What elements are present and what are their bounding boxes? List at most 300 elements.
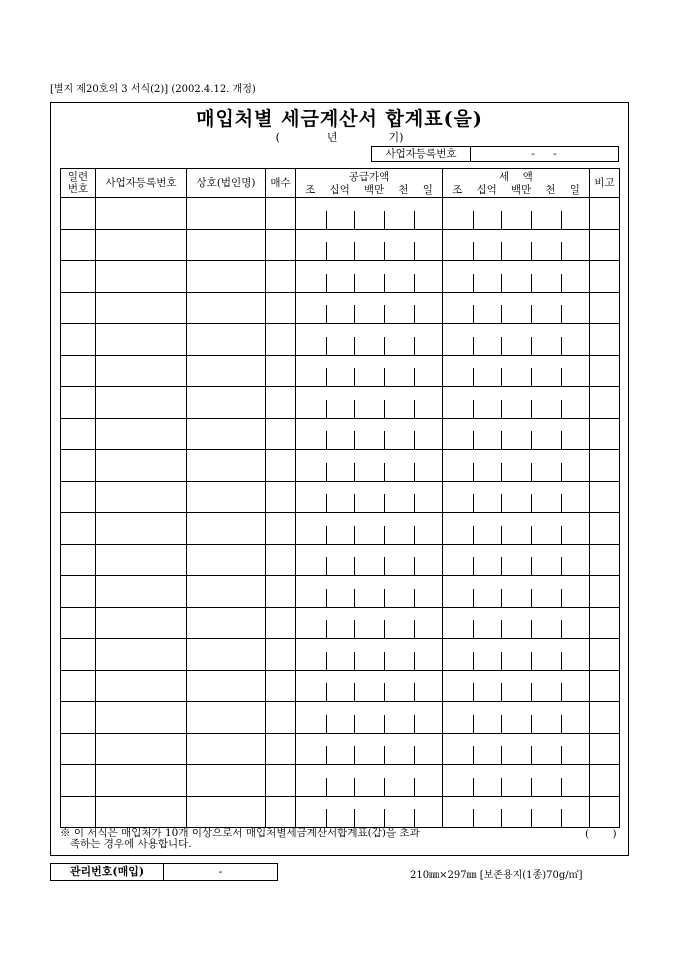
digit-separator-line [354, 400, 355, 418]
remarks-cell[interactable] [590, 261, 620, 293]
remarks-cell[interactable] [590, 418, 620, 450]
digit-separators [296, 211, 442, 229]
digit-separator-line [531, 274, 532, 292]
remarks-cell[interactable] [590, 450, 620, 482]
serial-cell[interactable] [61, 324, 96, 356]
form-number-note: [별지 제20호의 3 서식(2)] (2002.4.12. 개정) [50, 84, 256, 95]
supply-cell[interactable] [296, 418, 443, 450]
digit-separators [296, 400, 442, 418]
table-row [61, 292, 620, 324]
tax-cell[interactable] [443, 324, 590, 356]
table-row [61, 481, 620, 513]
count-cell[interactable] [266, 481, 296, 513]
count-cell[interactable] [266, 544, 296, 576]
digit-separator-line [354, 715, 355, 733]
digit-separator-line [354, 494, 355, 512]
digit-separator-line [384, 652, 385, 670]
digit-separator-line [473, 589, 474, 607]
supply-cell[interactable] [296, 544, 443, 576]
supply-cell[interactable] [296, 261, 443, 293]
supply-cell[interactable] [296, 355, 443, 387]
digit-separator-line [354, 305, 355, 323]
digit-separator-line [531, 242, 532, 260]
digit-separators [296, 242, 442, 260]
col-remarks-header: 비고 [590, 169, 620, 198]
digit-separator-line [501, 274, 502, 292]
digit-separator-line [531, 211, 532, 229]
digit-separator-line [414, 494, 415, 512]
digit-separators [443, 746, 589, 764]
management-number-box [50, 863, 278, 881]
remarks-cell[interactable] [590, 387, 620, 419]
tax-cell[interactable] [443, 198, 590, 230]
digit-separator-line [354, 683, 355, 701]
digit-separator-line [473, 305, 474, 323]
serial-cell[interactable] [61, 229, 96, 261]
tax-cell[interactable] [443, 387, 590, 419]
remarks-cell[interactable] [590, 513, 620, 545]
count-cell[interactable] [266, 733, 296, 765]
tax-cell[interactable] [443, 607, 590, 639]
digit-separators [443, 274, 589, 292]
remarks-cell[interactable] [590, 702, 620, 734]
tax-cell[interactable] [443, 796, 590, 828]
digit-separator-line [501, 337, 502, 355]
serial-cell[interactable] [61, 796, 96, 828]
supply-cell[interactable] [296, 796, 443, 828]
digit-separator-line [354, 463, 355, 481]
company-cell[interactable] [187, 198, 266, 230]
table-row [61, 544, 620, 576]
digit-separator-line [414, 589, 415, 607]
digit-separators [443, 463, 589, 481]
remarks-cell[interactable] [590, 733, 620, 765]
supply-cell[interactable] [296, 607, 443, 639]
tax-cell[interactable] [443, 229, 590, 261]
digit-separators [443, 526, 589, 544]
count-cell[interactable] [266, 229, 296, 261]
tax-cell[interactable] [443, 450, 590, 482]
digit-separator-line [354, 557, 355, 575]
digit-separator-line [473, 242, 474, 260]
bizno-cell[interactable] [96, 229, 187, 261]
company-cell[interactable] [187, 261, 266, 293]
table-row [61, 765, 620, 797]
digit-separator-line [326, 589, 327, 607]
table-row [61, 418, 620, 450]
digit-separator-line [354, 620, 355, 638]
bizno-cell[interactable] [96, 292, 187, 324]
digit-separator-line [354, 431, 355, 449]
supply-unit-label: 일 [422, 184, 433, 196]
digit-separator-line [354, 746, 355, 764]
digit-separator-line [414, 778, 415, 796]
digit-separator-line [561, 400, 562, 418]
tax-cell[interactable] [443, 481, 590, 513]
bizno-cell[interactable] [96, 765, 187, 797]
bizno-cell[interactable] [96, 607, 187, 639]
digit-separators [296, 620, 442, 638]
digit-separator-line [501, 683, 502, 701]
digit-separator-line [501, 242, 502, 260]
bizno-cell[interactable] [96, 796, 187, 828]
digit-separator-line [384, 211, 385, 229]
tax-cell[interactable] [443, 355, 590, 387]
count-cell[interactable] [266, 261, 296, 293]
supply-cell[interactable] [296, 324, 443, 356]
company-cell[interactable] [187, 796, 266, 828]
supply-cell[interactable] [296, 639, 443, 671]
digit-separator-line [531, 431, 532, 449]
supply-cell[interactable] [296, 576, 443, 608]
supply-unit-label: 십억 [329, 184, 350, 196]
digit-separator-line [354, 337, 355, 355]
col-supply-header [296, 169, 443, 198]
digit-separators [296, 526, 442, 544]
digit-separator-line [501, 620, 502, 638]
serial-cell[interactable] [61, 639, 96, 671]
digit-separator-line [384, 274, 385, 292]
digit-separators [443, 715, 589, 733]
digit-separators [296, 589, 442, 607]
purchase-summary-table [60, 168, 620, 828]
tax-unit-label: 일 [569, 184, 580, 196]
digit-separators [443, 242, 589, 260]
serial-cell[interactable] [61, 450, 96, 482]
digit-separators [443, 778, 589, 796]
digit-separator-line [326, 274, 327, 292]
remarks-cell[interactable] [590, 198, 620, 230]
table-row [61, 261, 620, 293]
paper-spec: 210㎜×297㎜ [보존용지(1종)70g/㎡] [410, 870, 583, 881]
tax-cell[interactable] [443, 765, 590, 797]
tax-cell[interactable] [443, 513, 590, 545]
digit-separators [443, 652, 589, 670]
bizno-cell[interactable] [96, 418, 187, 450]
serial-cell[interactable] [61, 702, 96, 734]
serial-cell[interactable] [61, 198, 96, 230]
col-count-header: 매수 [266, 169, 296, 198]
company-cell[interactable] [187, 481, 266, 513]
tax-cell[interactable] [443, 576, 590, 608]
company-cell[interactable] [187, 450, 266, 482]
col-company-header: 상호(법인명) [187, 169, 266, 198]
digit-separator-line [501, 557, 502, 575]
serial-cell[interactable] [61, 670, 96, 702]
digit-separators [443, 557, 589, 575]
digit-separator-line [326, 746, 327, 764]
bizno-cell[interactable] [96, 387, 187, 419]
company-cell[interactable] [187, 702, 266, 734]
digit-separator-line [501, 809, 502, 827]
company-cell[interactable] [187, 765, 266, 797]
bizno-cell[interactable] [96, 481, 187, 513]
tax-cell[interactable] [443, 639, 590, 671]
supply-cell[interactable] [296, 229, 443, 261]
digit-separator-line [473, 400, 474, 418]
digit-separator-line [354, 368, 355, 386]
digit-separator-line [326, 242, 327, 260]
supply-cell[interactable] [296, 387, 443, 419]
digit-separator-line [414, 400, 415, 418]
company-cell[interactable] [187, 387, 266, 419]
col-serial-header: 일련 번호 [61, 169, 96, 198]
remarks-cell[interactable] [590, 796, 620, 828]
digit-separator-line [473, 526, 474, 544]
digit-separator-line [561, 337, 562, 355]
bizno-cell[interactable] [96, 324, 187, 356]
digit-separator-line [531, 809, 532, 827]
digit-separator-line [561, 620, 562, 638]
digit-separator-line [384, 368, 385, 386]
digit-separator-line [384, 620, 385, 638]
supply-units [296, 184, 442, 196]
company-cell[interactable] [187, 513, 266, 545]
table-row [61, 324, 620, 356]
digit-separator-line [414, 683, 415, 701]
digit-separator-line [531, 494, 532, 512]
digit-separator-line [354, 778, 355, 796]
digit-separator-line [414, 274, 415, 292]
table-row [61, 513, 620, 545]
digit-separator-line [414, 242, 415, 260]
digit-separator-line [531, 683, 532, 701]
digit-separator-line [501, 589, 502, 607]
tax-cell[interactable] [443, 702, 590, 734]
digit-separator-line [384, 746, 385, 764]
supply-cell[interactable] [296, 702, 443, 734]
supply-cell[interactable] [296, 670, 443, 702]
company-cell[interactable] [187, 733, 266, 765]
digit-separator-line [384, 400, 385, 418]
company-cell[interactable] [187, 639, 266, 671]
management-number-field[interactable]: - [218, 865, 223, 878]
bizno-cell[interactable] [96, 733, 187, 765]
digit-separator-line [326, 337, 327, 355]
count-cell[interactable] [266, 450, 296, 482]
table-row [61, 639, 620, 671]
digit-separators [296, 274, 442, 292]
serial-cell[interactable] [61, 576, 96, 608]
supply-cell[interactable] [296, 513, 443, 545]
col-tax-header [443, 169, 590, 198]
digit-separator-line [384, 715, 385, 733]
serial-cell[interactable] [61, 733, 96, 765]
bizno-cell[interactable] [96, 198, 187, 230]
digit-separator-line [384, 589, 385, 607]
tax-unit-label: 천 [545, 184, 556, 196]
digit-separators [296, 652, 442, 670]
digit-separator-line [561, 368, 562, 386]
tax-unit-label: 십억 [476, 184, 497, 196]
supply-cell[interactable] [296, 198, 443, 230]
year-term-line [50, 129, 629, 145]
count-cell[interactable] [266, 670, 296, 702]
bizno-cell[interactable] [96, 639, 187, 671]
remarks-cell[interactable] [590, 355, 620, 387]
digit-separator-line [414, 368, 415, 386]
tax-cell[interactable] [443, 418, 590, 450]
digit-separator-line [501, 715, 502, 733]
digit-separators [443, 211, 589, 229]
tax-cell[interactable] [443, 544, 590, 576]
digit-separator-line [501, 746, 502, 764]
digit-separator-line [531, 337, 532, 355]
company-cell[interactable] [187, 229, 266, 261]
digit-separators [443, 400, 589, 418]
footnote-line-2: 족하는 경우에 사용합니다. [60, 838, 192, 850]
serial-cell[interactable] [61, 261, 96, 293]
digit-separator-line [531, 557, 532, 575]
serial-cell[interactable] [61, 765, 96, 797]
digit-separator-line [326, 368, 327, 386]
digit-separator-line [561, 211, 562, 229]
count-cell[interactable] [266, 796, 296, 828]
digit-separators [443, 337, 589, 355]
serial-cell[interactable] [61, 607, 96, 639]
digit-separator-line [354, 809, 355, 827]
supply-cell[interactable] [296, 481, 443, 513]
remarks-cell[interactable] [590, 576, 620, 608]
digit-separator-line [326, 494, 327, 512]
count-cell[interactable] [266, 198, 296, 230]
digit-separator-line [501, 400, 502, 418]
digit-separators [296, 683, 442, 701]
digit-separator-line [354, 211, 355, 229]
company-cell[interactable] [187, 418, 266, 450]
count-cell[interactable] [266, 513, 296, 545]
digit-separator-line [501, 368, 502, 386]
registration-number-field[interactable]: - - [531, 148, 558, 160]
serial-cell[interactable] [61, 355, 96, 387]
bizno-cell[interactable] [96, 450, 187, 482]
supply-cell[interactable] [296, 765, 443, 797]
count-cell[interactable] [266, 639, 296, 671]
digit-separator-line [384, 242, 385, 260]
company-cell[interactable] [187, 576, 266, 608]
count-cell[interactable] [266, 607, 296, 639]
table-row [61, 355, 620, 387]
remarks-cell[interactable] [590, 229, 620, 261]
serial-cell[interactable] [61, 387, 96, 419]
serial-cell[interactable] [61, 544, 96, 576]
tax-cell[interactable] [443, 292, 590, 324]
serial-cell[interactable] [61, 292, 96, 324]
digit-separator-line [384, 809, 385, 827]
tax-unit-label: 조 [452, 184, 463, 196]
supply-cell[interactable] [296, 733, 443, 765]
supply-cell[interactable] [296, 450, 443, 482]
digit-separators [443, 683, 589, 701]
digit-separator-line [473, 778, 474, 796]
remarks-cell[interactable] [590, 670, 620, 702]
digit-separator-line [326, 683, 327, 701]
remarks-cell[interactable] [590, 324, 620, 356]
bizno-cell[interactable] [96, 544, 187, 576]
digit-separator-line [414, 305, 415, 323]
supply-unit-label: 백만 [363, 184, 385, 196]
digit-separator-line [473, 746, 474, 764]
tax-cell[interactable] [443, 733, 590, 765]
remarks-cell[interactable] [590, 544, 620, 576]
digit-separator-line [414, 526, 415, 544]
serial-cell[interactable] [61, 513, 96, 545]
supply-cell[interactable] [296, 292, 443, 324]
bizno-cell[interactable] [96, 261, 187, 293]
digit-separator-line [414, 652, 415, 670]
digit-separator-line [414, 337, 415, 355]
company-cell[interactable] [187, 355, 266, 387]
digit-separator-line [501, 305, 502, 323]
digit-separator-line [531, 715, 532, 733]
count-cell[interactable] [266, 324, 296, 356]
digit-separator-line [501, 652, 502, 670]
digit-separator-line [531, 778, 532, 796]
count-cell[interactable] [266, 418, 296, 450]
digit-separator-line [501, 211, 502, 229]
serial-cell[interactable] [61, 418, 96, 450]
bizno-cell[interactable] [96, 576, 187, 608]
digit-separator-line [501, 778, 502, 796]
remarks-cell[interactable] [590, 292, 620, 324]
tax-cell[interactable] [443, 261, 590, 293]
remarks-cell[interactable] [590, 607, 620, 639]
digit-separator-line [531, 463, 532, 481]
digit-separator-line [561, 242, 562, 260]
bizno-cell[interactable] [96, 355, 187, 387]
digit-separators [296, 305, 442, 323]
tax-title: 세 액 [499, 171, 533, 183]
company-cell[interactable] [187, 324, 266, 356]
count-cell[interactable] [266, 702, 296, 734]
remarks-cell[interactable] [590, 639, 620, 671]
digit-separator-line [531, 400, 532, 418]
supply-title: 공급가액 [348, 171, 390, 183]
table-row [61, 733, 620, 765]
tax-cell[interactable] [443, 670, 590, 702]
term-label: 기) [388, 131, 404, 144]
digit-separators [296, 368, 442, 386]
digit-separator-line [561, 809, 562, 827]
bizno-cell[interactable] [96, 670, 187, 702]
digit-separator-line [473, 368, 474, 386]
count-cell[interactable] [266, 576, 296, 608]
count-cell[interactable] [266, 292, 296, 324]
count-cell[interactable] [266, 355, 296, 387]
table-body [61, 198, 620, 828]
bizno-cell[interactable] [96, 513, 187, 545]
digit-separator-line [531, 305, 532, 323]
remarks-cell[interactable] [590, 481, 620, 513]
digit-separator-line [501, 431, 502, 449]
digit-separator-line [561, 274, 562, 292]
bizno-cell[interactable] [96, 702, 187, 734]
page-title: 매입처별 세금계산서 합계표(을) [196, 108, 483, 130]
count-cell[interactable] [266, 387, 296, 419]
digit-separator-line [561, 431, 562, 449]
company-cell[interactable] [187, 607, 266, 639]
digit-separator-line [561, 463, 562, 481]
digit-separator-line [531, 620, 532, 638]
serial-cell[interactable] [61, 481, 96, 513]
count-cell[interactable] [266, 765, 296, 797]
digit-separator-line [473, 463, 474, 481]
company-cell[interactable] [187, 544, 266, 576]
remarks-cell[interactable] [590, 765, 620, 797]
digit-separator-line [384, 494, 385, 512]
company-cell[interactable] [187, 670, 266, 702]
company-cell[interactable] [187, 292, 266, 324]
